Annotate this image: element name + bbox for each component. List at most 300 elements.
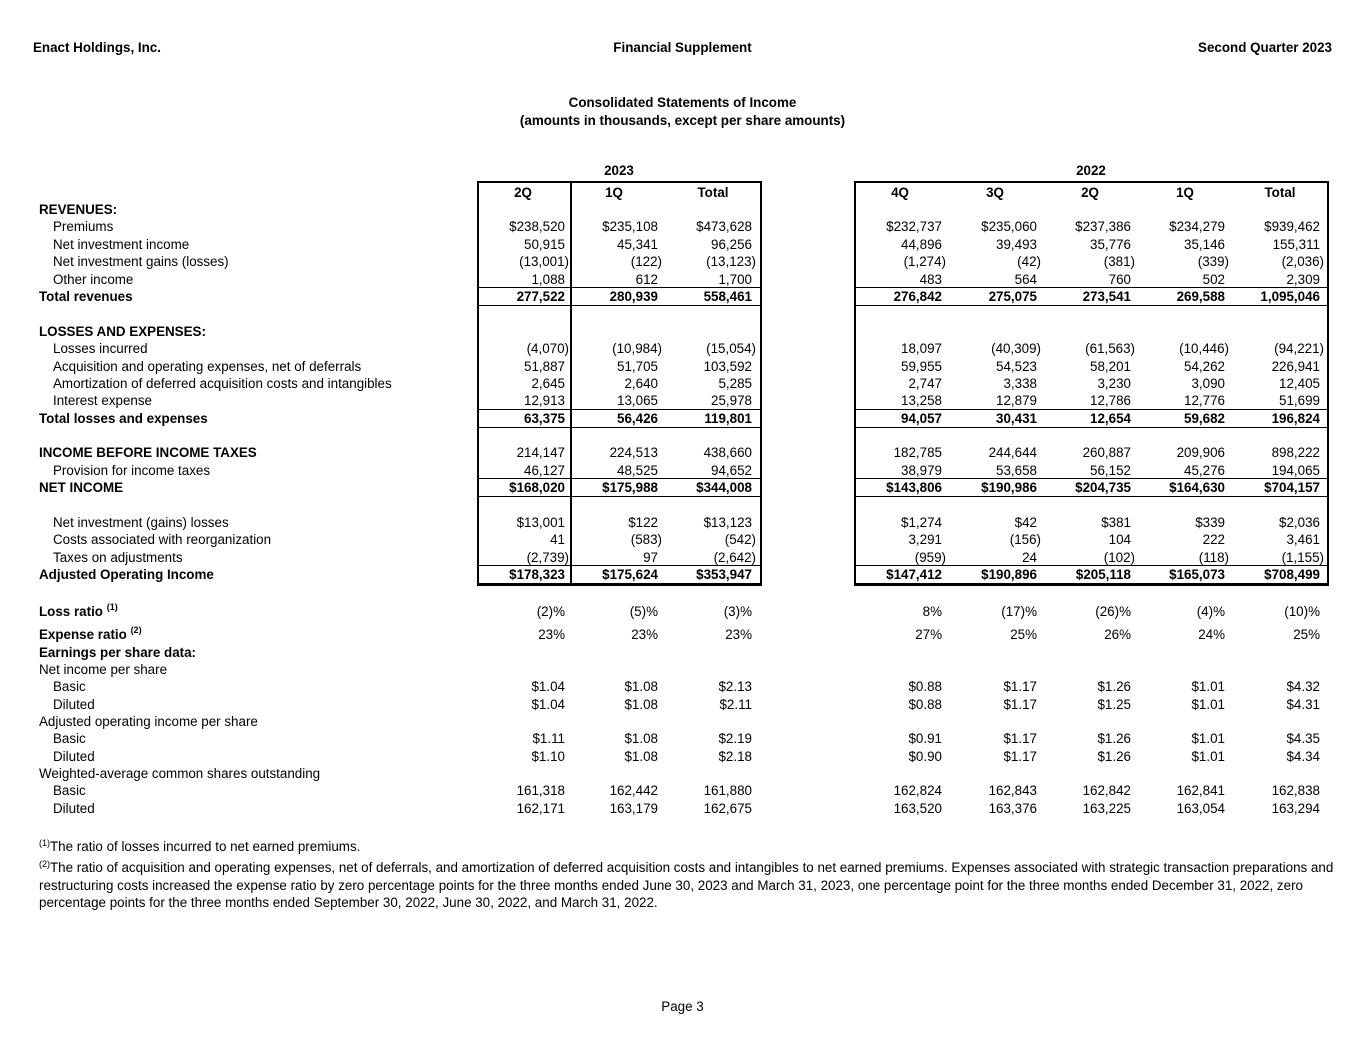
table-row <box>0 800 1365 817</box>
value-cell: 104 <box>1108 532 1131 547</box>
value-cell: $238,520 <box>509 219 565 234</box>
table-row <box>0 358 1365 375</box>
value-cell: (4)% <box>1196 604 1225 619</box>
value-cell: 51,705 <box>617 359 658 374</box>
value-cell: $704,157 <box>1264 480 1320 495</box>
rule-line <box>854 478 1329 479</box>
row-label <box>53 392 152 409</box>
table-row <box>0 603 1365 620</box>
value-cell: $164,630 <box>1169 480 1225 495</box>
company-name: Enact Holdings, Inc. <box>33 40 161 55</box>
value-cell: $4.31 <box>1286 697 1320 712</box>
value-cell: (1,274) <box>903 254 946 269</box>
value-cell: 5,285 <box>718 376 752 391</box>
row-label <box>39 644 196 661</box>
value-cell: (2)% <box>536 604 565 619</box>
row-label-text: Adjusted Operating Income <box>39 567 214 582</box>
rule-line <box>854 565 1329 566</box>
value-cell: 161,318 <box>516 783 565 798</box>
value-cell: 23% <box>538 627 565 642</box>
value-cell: 3,230 <box>1097 376 1131 391</box>
value-cell: $0.91 <box>908 731 942 746</box>
table-row <box>0 661 1365 678</box>
value-cell: 54,262 <box>1184 359 1225 374</box>
footnote-reference: (2) <box>130 625 142 635</box>
rule-line <box>854 287 1329 288</box>
value-cell: 244,644 <box>988 445 1037 460</box>
rule-line <box>477 305 762 306</box>
value-cell: (3)% <box>723 604 752 619</box>
table-row <box>0 713 1365 730</box>
row-label-text: INCOME BEFORE INCOME TAXES <box>39 445 257 460</box>
value-cell: 23% <box>631 627 658 642</box>
value-cell: 898,222 <box>1271 445 1320 460</box>
row-label-text: Taxes on adjustments <box>53 550 183 565</box>
value-cell: 94,057 <box>901 411 942 426</box>
rule-line <box>477 496 762 497</box>
value-cell: 214,147 <box>516 445 565 460</box>
value-cell: (122) <box>630 254 662 269</box>
value-cell: 53,658 <box>996 463 1037 478</box>
table-row <box>0 236 1365 253</box>
table-row <box>0 444 1365 461</box>
row-label <box>53 462 210 479</box>
table-row <box>0 549 1365 566</box>
row-label <box>39 288 133 305</box>
value-cell: $1.04 <box>531 679 565 694</box>
value-cell: 56,152 <box>1090 463 1131 478</box>
row-label <box>53 748 95 765</box>
table-row <box>0 375 1365 392</box>
value-cell: 162,675 <box>703 801 752 816</box>
row-label-text: Loss ratio <box>39 604 103 619</box>
column-header: 3Q <box>986 185 1004 200</box>
value-cell: 162,442 <box>609 783 658 798</box>
value-cell: $0.88 <box>908 697 942 712</box>
row-label <box>53 271 133 288</box>
row-label-text: Acquisition and operating expenses, net of deferrals <box>53 359 362 374</box>
row-label-text: Net investment (gains) losses <box>53 515 229 530</box>
value-cell: 1,095,046 <box>1260 289 1320 304</box>
value-cell: 13,258 <box>901 393 942 408</box>
table-row <box>0 782 1365 799</box>
row-label-text: Basic <box>53 679 86 694</box>
row-label-text: Adjusted operating income per share <box>39 714 258 729</box>
value-cell: $1.26 <box>1097 679 1131 694</box>
value-cell: $168,020 <box>509 480 565 495</box>
value-cell: $0.88 <box>908 679 942 694</box>
value-cell: 2,640 <box>624 376 658 391</box>
table-row <box>0 410 1365 427</box>
value-cell: $939,462 <box>1264 219 1320 234</box>
row-label-text: Interest expense <box>53 393 153 408</box>
value-cell: $1.01 <box>1191 697 1225 712</box>
column-header: Total <box>697 185 729 200</box>
table-row <box>0 479 1365 496</box>
value-cell: (2,642) <box>713 550 756 565</box>
value-cell: (10)% <box>1284 604 1320 619</box>
column-header: 1Q <box>605 185 623 200</box>
row-label <box>39 201 117 218</box>
row-label <box>53 678 86 695</box>
value-cell: $1.25 <box>1097 697 1131 712</box>
value-cell: 438,660 <box>703 445 752 460</box>
row-label <box>39 626 142 643</box>
value-cell: 275,075 <box>988 289 1037 304</box>
value-cell: 12,913 <box>524 393 565 408</box>
document-name: Financial Supplement <box>613 40 752 55</box>
value-cell: $381 <box>1101 515 1131 530</box>
value-cell: $339 <box>1195 515 1225 530</box>
value-cell: $42 <box>1014 515 1037 530</box>
row-label-text: REVENUES: <box>39 202 118 217</box>
value-cell: 119,801 <box>704 411 752 426</box>
page-number: Page 3 <box>661 999 704 1014</box>
value-cell: 63,375 <box>524 411 565 426</box>
value-cell: $1.17 <box>1003 749 1037 764</box>
value-cell: $122 <box>628 515 658 530</box>
value-cell: 760 <box>1108 272 1131 287</box>
statement-subtitle: (amounts in thousands, except per share amounts) <box>519 113 846 128</box>
row-label-text: Basic <box>53 783 86 798</box>
value-cell: (156) <box>1009 532 1041 547</box>
value-cell: $1.17 <box>1003 679 1037 694</box>
row-label <box>53 730 86 747</box>
row-label <box>53 253 229 270</box>
value-cell: 163,225 <box>1082 801 1131 816</box>
row-label-text: Other income <box>53 272 134 287</box>
value-cell: 163,520 <box>893 801 942 816</box>
value-cell: $708,499 <box>1264 567 1320 582</box>
value-cell: 273,541 <box>1082 289 1131 304</box>
rule-line <box>854 427 1329 428</box>
rule-line <box>854 409 1329 410</box>
value-cell: (13,123) <box>706 254 756 269</box>
value-cell: 25% <box>1010 627 1037 642</box>
value-cell: $1.08 <box>624 679 658 694</box>
report-period: Second Quarter 2023 <box>1198 40 1332 55</box>
value-cell: 1,088 <box>531 272 565 287</box>
row-label-text: Losses incurred <box>53 341 148 356</box>
row-label <box>39 479 123 496</box>
row-label <box>39 713 258 730</box>
rule-line <box>477 287 762 288</box>
row-label-text: Net investment income <box>53 237 190 252</box>
table-row <box>0 696 1365 713</box>
value-cell: $235,060 <box>981 219 1037 234</box>
table-row <box>0 462 1365 479</box>
value-cell: $1.08 <box>624 697 658 712</box>
table-row <box>0 644 1365 661</box>
value-cell: $143,806 <box>886 480 942 495</box>
row-label <box>39 566 214 583</box>
row-label-text: Costs associated with reorganization <box>53 532 272 547</box>
value-cell: 163,294 <box>1271 801 1320 816</box>
value-cell: 162,843 <box>988 783 1037 798</box>
value-cell: 13,065 <box>617 393 658 408</box>
value-cell: 35,146 <box>1184 237 1225 252</box>
table-row <box>0 218 1365 235</box>
table-row <box>0 678 1365 695</box>
value-cell: (13,001) <box>519 254 569 269</box>
value-cell: 162,838 <box>1271 783 1320 798</box>
value-cell: 162,824 <box>893 783 942 798</box>
value-cell: 59,682 <box>1184 411 1225 426</box>
value-cell: (94,221) <box>1274 341 1324 356</box>
table-row <box>0 271 1365 288</box>
row-label <box>39 444 257 461</box>
value-cell: 58,201 <box>1090 359 1131 374</box>
row-label-text: Diluted <box>53 697 95 712</box>
value-cell: $175,988 <box>602 480 658 495</box>
row-label <box>53 358 361 375</box>
value-cell: 54,523 <box>996 359 1037 374</box>
value-cell: (15,054) <box>706 341 756 356</box>
row-label-text: Expense ratio <box>39 627 127 642</box>
value-cell: $1.01 <box>1191 731 1225 746</box>
value-cell: $1.17 <box>1003 731 1037 746</box>
rule-line <box>477 583 762 585</box>
value-cell: $2.19 <box>718 731 752 746</box>
footnote-marker: (1) <box>39 838 50 848</box>
value-cell: 2,747 <box>908 376 942 391</box>
value-cell: 163,179 <box>609 801 658 816</box>
value-cell: (2,036) <box>1281 254 1324 269</box>
value-cell: 44,896 <box>901 237 942 252</box>
column-header-row <box>0 184 1365 201</box>
row-label <box>53 514 229 531</box>
value-cell: 3,461 <box>1286 532 1320 547</box>
value-cell: 502 <box>1202 272 1225 287</box>
row-label-text: Total revenues <box>39 289 133 304</box>
value-cell: (5)% <box>629 604 658 619</box>
footnote-1 <box>39 838 1339 856</box>
value-cell: $235,108 <box>602 219 658 234</box>
value-cell: (10,984) <box>612 341 662 356</box>
value-cell: $1.04 <box>531 697 565 712</box>
value-cell: 103,592 <box>703 359 752 374</box>
value-cell: (40,309) <box>991 341 1041 356</box>
value-cell: 25% <box>1293 627 1320 642</box>
value-cell: $234,279 <box>1169 219 1225 234</box>
value-cell: 483 <box>919 272 942 287</box>
value-cell: 45,341 <box>617 237 658 252</box>
value-cell: (61,563) <box>1085 341 1135 356</box>
table-row <box>0 323 1365 340</box>
value-cell: (26)% <box>1095 604 1131 619</box>
value-cell: 18,097 <box>901 341 942 356</box>
value-cell: $1.11 <box>532 731 565 746</box>
value-cell: 8% <box>922 604 942 619</box>
table-row <box>0 765 1365 782</box>
value-cell: 12,654 <box>1090 411 1131 426</box>
value-cell: 280,939 <box>609 289 658 304</box>
value-cell: 163,054 <box>1176 801 1225 816</box>
value-cell: $4.35 <box>1286 731 1320 746</box>
value-cell: $190,986 <box>981 480 1037 495</box>
row-label-text: Weighted-average common shares outstanding <box>39 766 321 781</box>
value-cell: 162,841 <box>1176 783 1225 798</box>
value-cell: 3,338 <box>1003 376 1037 391</box>
value-cell: $1.01 <box>1191 679 1225 694</box>
value-cell: 45,276 <box>1184 463 1225 478</box>
rule-line <box>477 409 762 410</box>
row-label <box>39 603 118 620</box>
row-label <box>39 323 206 340</box>
value-cell: $237,386 <box>1075 219 1131 234</box>
rule-line <box>477 427 762 428</box>
value-cell: (4,070) <box>526 341 569 356</box>
value-cell: $473,628 <box>696 219 752 234</box>
value-cell: 12,405 <box>1279 376 1320 391</box>
footnote-text: The ratio of acquisition and operating expenses, net of deferrals, and amortization of deferred acquisition costs and intangibles to net earned premiums. Expenses associated with strategic transaction preparations and restructuring costs increased the expense ratio by zero percentage points for the three months ended June 30, 2023 and March 31, 2023, one percentage point for the three months ended December 31, 2022, zero percentage points for the three months ended September 30, 2022, June 30, 2022, and March 31, 2022. <box>39 860 1334 910</box>
row-label <box>39 765 320 782</box>
value-cell: $2.13 <box>718 679 752 694</box>
value-cell: 161,880 <box>703 783 752 798</box>
value-cell: 94,652 <box>711 463 752 478</box>
value-cell: 96,256 <box>711 237 752 252</box>
value-cell: 277,522 <box>516 289 565 304</box>
footnote-marker: (2) <box>39 859 50 869</box>
table-row <box>0 201 1365 218</box>
value-cell: $204,735 <box>1075 480 1131 495</box>
value-cell: $147,412 <box>886 567 942 582</box>
column-header: 4Q <box>891 185 909 200</box>
row-label-text: Amortization of deferred acquisition costs and intangibles <box>53 376 392 391</box>
value-cell: (118) <box>1198 550 1229 565</box>
row-label-text: Premiums <box>53 219 114 234</box>
value-cell: $1.10 <box>531 749 565 764</box>
row-label-text: Basic <box>53 731 86 746</box>
value-cell: 260,887 <box>1082 445 1131 460</box>
value-cell: 226,941 <box>1271 359 1320 374</box>
value-cell: 23% <box>725 627 752 642</box>
value-cell: 59,955 <box>901 359 942 374</box>
rule-line <box>477 565 762 566</box>
table-row <box>0 392 1365 409</box>
value-cell: 48,525 <box>617 463 658 478</box>
value-cell: $1.08 <box>624 749 658 764</box>
value-cell: 12,776 <box>1184 393 1225 408</box>
column-header: 1Q <box>1176 185 1194 200</box>
value-cell: 35,776 <box>1090 237 1131 252</box>
row-label-text: Earnings per share data: <box>39 645 197 660</box>
row-label <box>53 696 95 713</box>
value-cell: 39,493 <box>996 237 1037 252</box>
value-cell: 12,879 <box>996 393 1037 408</box>
value-cell: $1.17 <box>1003 697 1037 712</box>
row-label-text: LOSSES AND EXPENSES: <box>39 324 206 339</box>
row-label <box>53 236 189 253</box>
row-label <box>53 531 271 548</box>
value-cell: 24% <box>1198 627 1225 642</box>
row-label <box>53 800 95 817</box>
rule-line <box>854 496 1329 497</box>
value-cell: 51,699 <box>1279 393 1320 408</box>
value-cell: $13,123 <box>703 515 752 530</box>
rule-line <box>854 305 1329 306</box>
row-label <box>39 410 208 427</box>
value-cell: 27% <box>915 627 942 642</box>
value-cell: $4.32 <box>1286 679 1320 694</box>
value-cell: 25,978 <box>711 393 752 408</box>
value-cell: $4.34 <box>1286 749 1320 764</box>
year-header-2022: 2022 <box>1076 163 1106 178</box>
value-cell: $232,737 <box>886 219 942 234</box>
row-label <box>39 661 167 678</box>
value-cell: $2.18 <box>718 749 752 764</box>
value-cell: $165,073 <box>1169 567 1225 582</box>
row-label-text: Diluted <box>53 801 95 816</box>
footnote-2 <box>39 859 1339 912</box>
value-cell: $1.26 <box>1097 731 1131 746</box>
row-label <box>53 375 392 392</box>
value-cell: 162,171 <box>516 801 565 816</box>
value-cell: 612 <box>635 272 658 287</box>
value-cell: $205,118 <box>1075 567 1131 582</box>
row-label-text: Net investment gains (losses) <box>53 254 229 269</box>
value-cell: 194,065 <box>1271 463 1320 478</box>
value-cell: (583) <box>630 532 662 547</box>
row-label-text: Diluted <box>53 749 95 764</box>
value-cell: 2,309 <box>1286 272 1320 287</box>
row-label-text: Total losses and expenses <box>39 411 208 426</box>
value-cell: $1.26 <box>1097 749 1131 764</box>
value-cell: 12,786 <box>1090 393 1131 408</box>
row-label-text: Net income per share <box>39 662 168 677</box>
value-cell: 30,431 <box>996 411 1037 426</box>
value-cell: 41 <box>550 532 565 547</box>
table-row <box>0 748 1365 765</box>
value-cell: 24 <box>1022 550 1037 565</box>
table-row <box>0 340 1365 357</box>
value-cell: $0.90 <box>908 749 942 764</box>
row-label <box>53 340 148 357</box>
value-cell: $1.01 <box>1191 749 1225 764</box>
value-cell: 222 <box>1202 532 1225 547</box>
table-row <box>0 730 1365 747</box>
value-cell: (959) <box>914 550 946 565</box>
value-cell: 162,842 <box>1082 783 1131 798</box>
value-cell: $178,323 <box>509 567 565 582</box>
table-row <box>0 531 1365 548</box>
value-cell: $2.11 <box>719 697 752 712</box>
value-cell: $353,947 <box>696 567 752 582</box>
year-header-2023: 2023 <box>604 163 634 178</box>
rule-line <box>854 583 1329 585</box>
value-cell: 224,513 <box>609 445 658 460</box>
value-cell: $175,624 <box>602 567 658 582</box>
statement-title: Consolidated Statements of Income <box>568 95 797 110</box>
value-cell: 2,645 <box>531 376 565 391</box>
row-label <box>53 549 183 566</box>
value-cell: 276,842 <box>893 289 942 304</box>
value-cell: (381) <box>1103 254 1135 269</box>
value-cell: 196,824 <box>1271 411 1320 426</box>
footnote-text: The ratio of losses incurred to net earned premiums. <box>50 839 361 854</box>
value-cell: $344,008 <box>696 480 752 495</box>
value-cell: 97 <box>643 550 658 565</box>
table-row <box>0 288 1365 305</box>
value-cell: 155,311 <box>1272 237 1320 252</box>
value-cell: 1,700 <box>718 272 752 287</box>
value-cell: (10,446) <box>1179 341 1229 356</box>
footnote-reference: (1) <box>106 602 118 612</box>
value-cell: $13,001 <box>516 515 565 530</box>
value-cell: 163,376 <box>988 801 1037 816</box>
table-row <box>0 566 1365 583</box>
value-cell: 56,426 <box>617 411 658 426</box>
